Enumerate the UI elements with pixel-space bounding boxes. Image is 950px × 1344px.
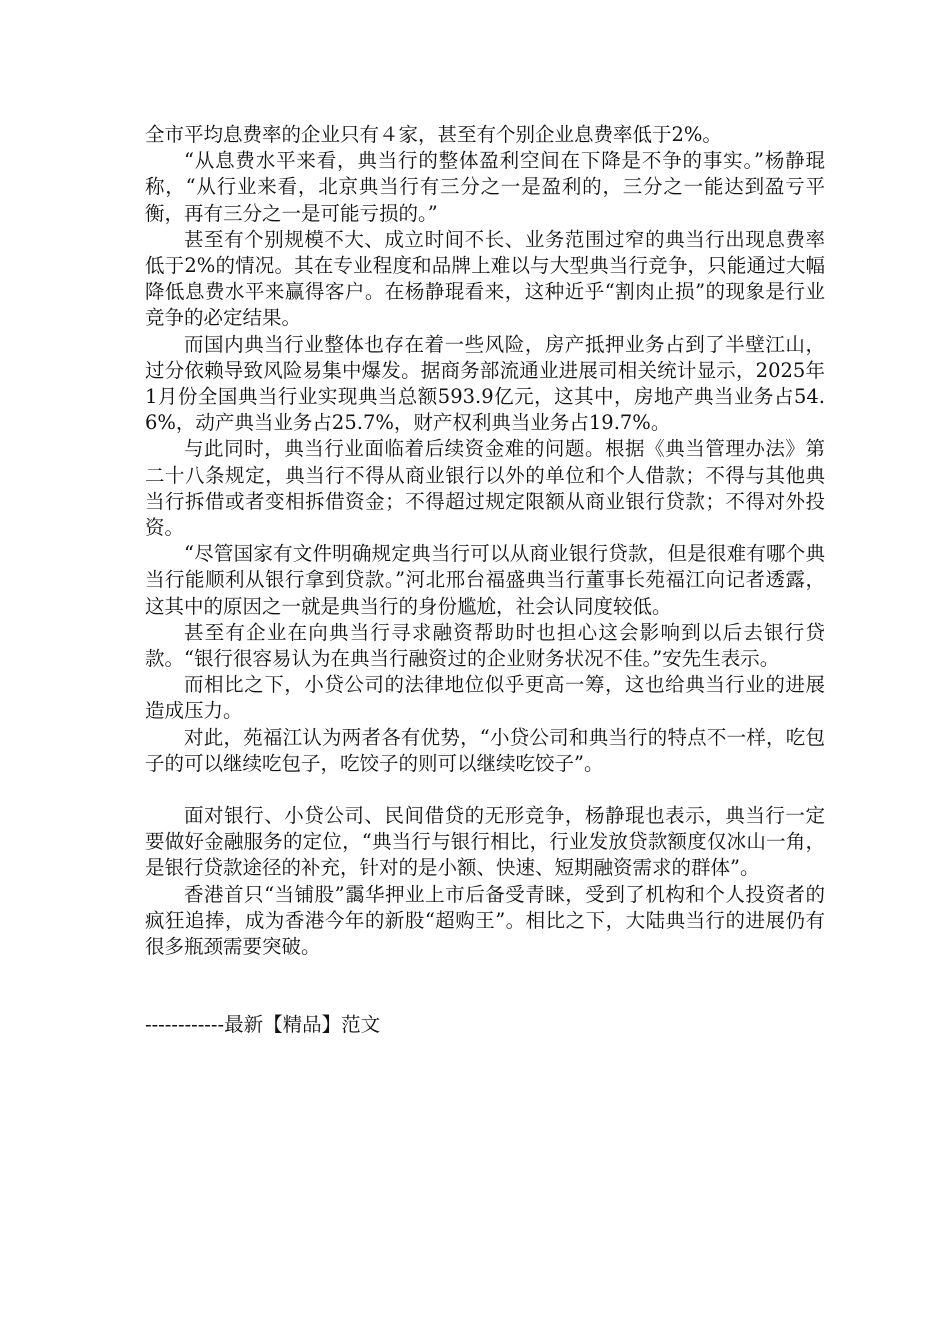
paragraph: 面对银行、小贷公司、民间借贷的无形竞争，杨静琨也表示，典当行一定要做好金融服务的定位，“典当行与银行相比，行业发放贷款额度仅冰山一角，是银行贷款途径的补充，针对的是小额、快速、短期融资需求的群体”。 <box>145 804 825 880</box>
footer-text: ------------最新【精品】范文 <box>145 1013 381 1037</box>
paragraph: 甚至有企业在向典当行寻求融资帮助时也担心这会影响到以后去银行贷款。“银行很容易认为在典当行融资过的企业财务状况不佳。”安先生表示。 <box>145 620 825 671</box>
paragraph: 香港首只“当铺股”靄华押业上市后备受青睐，受到了机构和个人投资者的疯狂追捧，成为香港今年的新股“超购王”。相比之下，大陆典当行的进展仍有很多瓶颈需要突破。 <box>145 882 825 959</box>
paragraph: 与此同时，典当行业面临着后续资金难的问题。根据《典当管理办法》第二十八条规定，典当行不得从商业银行以外的单位和个人借款；不得与其他典当行拆借或者变相拆借资金；不得超过规定限额从商业银行贷款；不得对外投资。 <box>145 437 825 540</box>
article-body <box>145 122 825 1039</box>
paragraph: “从息费水平来看，典当行的整体盈利空间在下降是不争的事实。”杨静琨称，“从行业来看，北京典当行有三分之一是盈利的，三分之一能达到盈亏平衡，再有三分之一是可能亏损的。” <box>145 149 825 225</box>
paragraph: 甚至有个别规模不大、成立时间不长、业务范围过窄的典当行出现息费率低于2%的情况。其在专业程度和品牌上难以与大型典当行竞争，只能通过大幅降低息费水平来赢得客户。在杨静琨看来，这种近乎“割肉止损”的现象是行业竞争的必定结果。 <box>145 227 825 330</box>
paragraph: 对此，苑福江认为两者各有优势，“小贷公司和典当行的特点不一样，吃包子的可以继续吃包子，吃饺子的则可以继续吃饺子”。 <box>145 725 825 775</box>
paragraph: “尽管国家有文件明确规定典当行可以从商业银行贷款，但是很难有哪个典当行能顺利从银行拿到贷款。”河北邢台福盛典当行董事长苑福江向记者透露，这其中的原因之一就是典当行的身份尴尬，社会认同度较低。 <box>145 542 825 618</box>
paragraph: 而国内典当行业整体也存在着一些风险，房产抵押业务占到了半壁江山，过分依赖导致风险易集中爆发。据商务部流通业进展司相关统计显示，2025年1月份全国典当行业实现典当总额593.9亿元，这其中，房地产典当业务占54.6%，动产典当业务占25.7%，财产权利典当业务占19.7%。 <box>145 332 825 435</box>
paragraph: 而相比之下，小贷公司的法律地位似乎更高一筹，这也给典当行业的进展造成压力。 <box>145 673 825 723</box>
paragraph: 全市平均息费率的企业只有４家，甚至有个别企业息费率低于2%。 <box>145 123 722 146</box>
